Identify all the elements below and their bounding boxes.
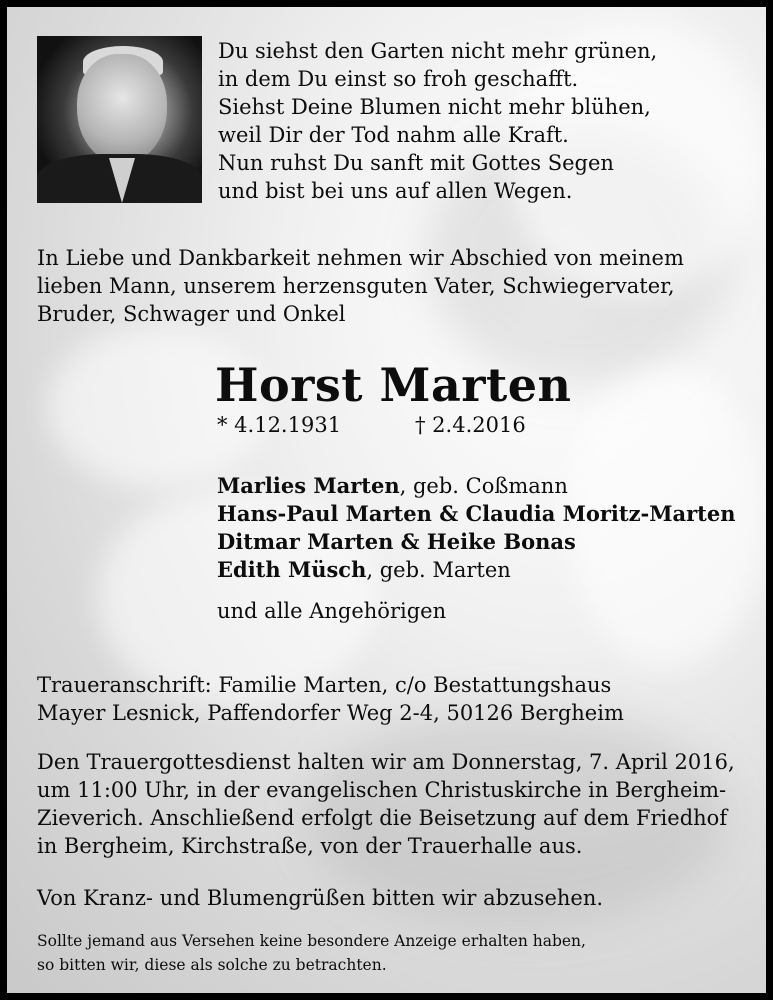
intro-line: In Liebe und Dankbarkeit nehmen wir Abschied von meinem (37, 246, 684, 270)
birth-date: * 4.12.1931 (217, 413, 342, 437)
family-member-suffix: , geb. Marten (366, 558, 511, 582)
small-note-line: so bitten wir, diese als solche zu betrachten. (37, 956, 387, 974)
death-date: † 2.4.2016 (415, 413, 526, 437)
family-member-name: Marlies Marten (217, 473, 400, 498)
family-member-name: Edith Müsch (217, 557, 367, 582)
address-line: Mayer Lesnick, Paffendorfer Weg 2-4, 50126 Bergheim (37, 701, 624, 725)
intro-text (37, 244, 684, 328)
intro-line: lieben Mann, unserem herzensguten Vater, Schwiegervater, (37, 274, 675, 298)
family-member (217, 472, 568, 500)
relatives-text: und alle Angehörigen (217, 599, 447, 623)
poem-line: in dem Du einst so froh geschafft. (218, 67, 579, 91)
portrait-photo (37, 36, 202, 203)
family-member-name: Ditmar Marten & Heike Bonas (217, 529, 576, 554)
service-line: Zieverich. Anschließend erfolgt die Beisetzung auf dem Friedhof (37, 806, 728, 830)
poem-line: Du siehst den Garten nicht mehr grünen, (218, 39, 658, 63)
service-info (37, 748, 735, 860)
family-member-suffix: , geb. Coßmann (399, 474, 568, 498)
service-line: Den Trauergottesdienst halten wir am Donnerstag, 7. April 2016, (37, 750, 735, 774)
small-note-line: Sollte jemand aus Versehen keine besondere Anzeige erhalten haben, (37, 932, 586, 950)
family-member (217, 528, 576, 556)
poem-line: weil Dir der Tod nahm alle Kraft. (218, 123, 569, 147)
small-note (37, 929, 586, 977)
poem-line: und bist bei uns auf allen Wegen. (218, 179, 573, 203)
deceased-name: Horst Marten (215, 358, 572, 412)
mourning-address (37, 671, 624, 727)
poem-line: Nun ruhst Du sanft mit Gottes Segen (218, 151, 614, 175)
flowers-note: Von Kranz- und Blumengrüßen bitten wir abzusehen. (37, 886, 604, 910)
address-line: Traueranschrift: Familie Marten, c/o Bestattungshaus (37, 673, 612, 697)
service-line: um 11:00 Uhr, in der evangelischen Christuskirche in Bergheim- (37, 778, 727, 802)
family-member (217, 556, 511, 584)
poem-line: Siehst Deine Blumen nicht mehr blühen, (218, 95, 651, 119)
service-line: in Bergheim, Kirchstraße, von der Trauerhalle aus. (37, 834, 583, 858)
family-member-name: Hans-Paul Marten & Claudia Moritz-Marten (217, 501, 736, 526)
intro-line: Bruder, Schwager und Onkel (37, 302, 346, 326)
poem (218, 37, 657, 205)
obituary-notice (7, 7, 766, 993)
family-member (217, 500, 736, 528)
